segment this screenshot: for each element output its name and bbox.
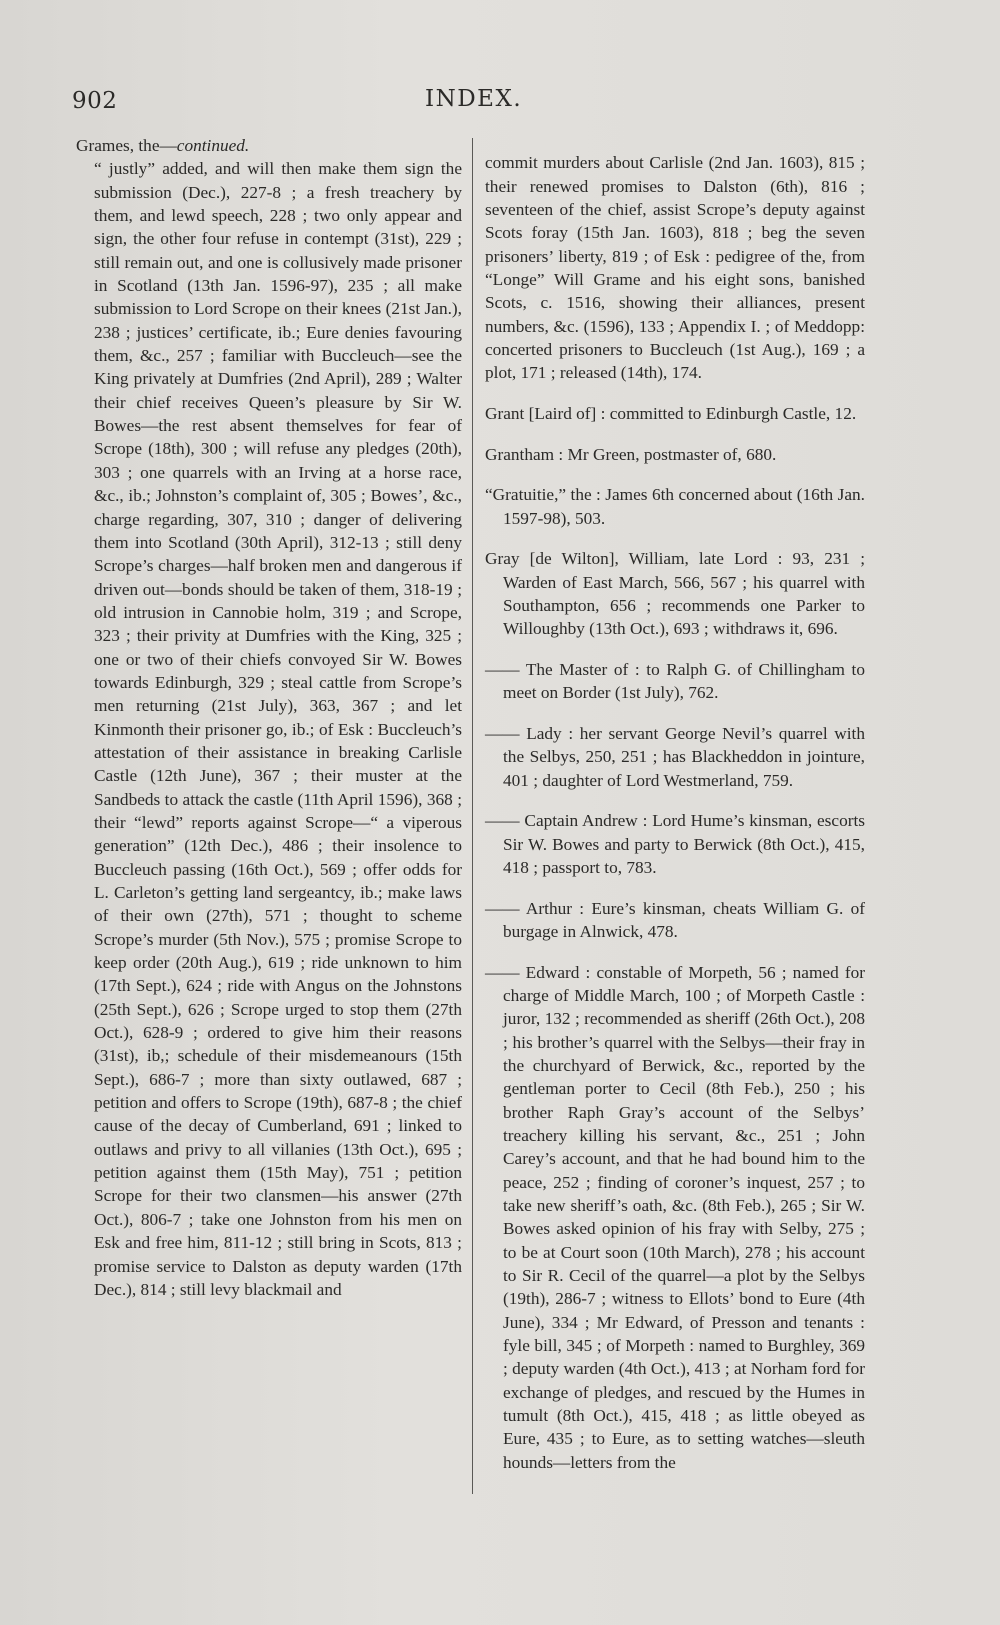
index-subentry-arthur: —— Arthur : Eure’s kinsman, cheats William G. of burgage in Alnwick, 478. (485, 898, 865, 941)
entry-heading-name: Grames, the— (76, 136, 177, 155)
right-column (485, 134, 865, 1491)
page-number: 902 (72, 88, 118, 114)
left-column (76, 134, 462, 1301)
entry-body: “ justly” added, and will then make them sign the submission (Dec.), 227-8 ; a fresh treachery by them, and lewd speech, 228 ; two only appear and sign, the other four refuse in contempt (31st), 229 ; still remain out, and one is collusively made prisoner in Scotland (13th Jan. 1596-97), 235 ; all make submission to Lord Scrope on their knees (21st Jan.), 238 ; justices’ certificate, ib.; Eure denies favouring them, &c., 257 ; familiar with Buccleuch—see the King privately at Dumfries (2nd April), 289 ; Walter their chief receives Queen’s pleasure by Sir W. Bowes—the rest absent themselves for fear of Scrope (18th), 300 ; will refuse any pledges (20th), 303 ; one quarrels with an Irving at a horse race, &c., ib.; Johnston’s complaint of, 305 ; Bowes’, &c., charge regarding, 307, 310 ; danger of delivering them into Scotland (30th April), 312-13 ; still deny Scrope’s charges—half broken men and dangerous if driven out—bonds should be taken of them, 318-19 ; old intrusion in Cannobie holm, 319 ; and Scrope, 323 ; their privity at Dumfries with the King, 325 ; one or two of their chiefs convoyed Sir W. Bowes towards Edinburgh, 329 ; steal cattle from Scrope’s men returning (21st July), 363, 367 ; and let Kinmonth their prisoner go, ib.; of Esk : Buccleuch’s attestation of their assistance in breaking Carlisle Castle (12th June), 367 ; their muster at the Sandbeds to attack the castle (11th April 1596), 368 ; their “lewd” reports against Scrope—“ a viperous generation” (12th Dec.), 486 ; their insolence to Buccleuch passing (16th Oct.), 569 ; offer odds for L. Carleton’s getting land sergeantcy, ib.; make laws of their own (27th), 571 ; thought to scheme Scrope’s murder (5th Nov.), 575 ; promise Scrope to keep order (20th Aug.), 619 ; ride unknown to him (17th Sept.), 624 ; ride with Angus on the Johnstons (25th Sept.), 626 ; Scrope urged to stop them (27th Oct.), 628-9 ; ordered to give him their reasons (31st), ib,; schedule of their misdemeanours (15th Sept.), 686-7 ; more than sixty outlawed, 687 ; petition and offers to Scrope (19th), 687-8 ; the chief cause of the decay of Cumberland, 691 ; linked to outlaws and privy to all villanies (13th Oct.), 695 ; petition against them (15th May), 751 ; petition Scrope for their two clansmen—his answer (27th Oct.), 806-7 ; take one Johnston from his men on Esk and free him, 811-12 ; still bring in Scots, 813 ; promise service to Dalston as deputy warden (17th Dec.), 814 ; still levy blackmail and (94, 159, 462, 1299)
index-subentry-lady: —— Lady : her servant George Nevil’s quarrel with the Selbys, 250, 251 ; has Blackheddon in jointure, 401 ; daughter of Lord Westmerland, 759. (485, 723, 865, 790)
entry-heading-continued: continued. (176, 136, 250, 155)
index-entry-continuation: commit murders about Carlisle (2nd Jan. 1603), 815 ; their renewed promises to Dalston (6th), 816 ; seventeen of the chief, assist Scrope’s deputy against Scots foray (15th Jan. 1603), 818 ; beg the seven prisoners’ liberty, 819 ; of Esk : pedigree of the, from “Longe” Will Grame and his eight sons, banished Scots, c. 1516, showing their alliances, present numbers, &c. (1596), 133 ; Appendix I. ; of Meddopp: concerted prisoners to Buccleuch (1st Aug.), 169 ; a plot, 171 ; released (14th), 174. (485, 153, 865, 383)
page-title: INDEX. (425, 86, 523, 112)
index-entry-grant: Grant [Laird of] : committed to Edinburgh Castle, 12. (485, 404, 857, 424)
index-entry-gray-william: Gray [de Wilton], William, late Lord : 93, 231 ; Warden of East March, 566, 567 ; his quarrel with Southampton, 656 ; recommends one Parker to Willoughby (13th Oct.), 693 ; withdraws it, 696. (485, 549, 865, 639)
column-divider (472, 138, 473, 1494)
index-entry-grames (76, 134, 462, 1301)
entry-heading (76, 134, 462, 157)
index-entry-gratuitie: “Gratuitie,” the : James 6th concerned about (16th Jan. 1597-98), 503. (485, 485, 865, 528)
index-subentry-edward: —— Edward : constable of Morpeth, 56 ; named for charge of Middle March, 100 ; of Morpeth Castle : juror, 132 ; recommended as sheriff (26th Oct.), 208 ; his brother’s quarrel with the Selbys—their fray in the churchyard of Berwick, &c., reported by the gentleman porter to Cecil (8th Feb.), 250 ; his brother Raph Gray’s account of the Selbys’ treachery killing his servant, &c., 251 ; John Carey’s account, and that he had bound him to the peace, 252 ; finding of coroner’s inquest, 257 ; to take new sheriff’s oath, &c. (8th Feb.), 265 ; Sir W. Bowes asked opinion of his fray with Selby, 275 ; to be at Court soon (10th March), 278 ; his account to Sir R. Cecil of the quarrel—a plot by the Selbys (19th), 286-7 ; witness to Ellots’ bond to Eure (4th June), 334 ; Mr Edward, of Presson and tenants : fyle bill, 345 ; of Morpeth : named to Burghley, 369 ; deputy warden (4th Oct.), 413 ; at Norham ford for exchange of pledges, and rescued by the Humes in tumult (8th Oct.), 415, 418 ; as little obeyed as Eure, 435 ; to Eure, as to setting watches—sleuth hounds—letters from the (485, 962, 865, 1472)
index-entry-grantham: Grantham : Mr Green, postmaster of, 680. (485, 444, 777, 464)
index-subentry-master-of: —— The Master of : to Ralph G. of Chillingham to meet on Border (1st July), 762. (485, 659, 865, 703)
index-subentry-captain-andrew: —— Captain Andrew : Lord Hume’s kinsman, escorts Sir W. Bowes and party to Berwick (8th Oct.), 415, 418 ; passport to, 783. (485, 811, 865, 877)
